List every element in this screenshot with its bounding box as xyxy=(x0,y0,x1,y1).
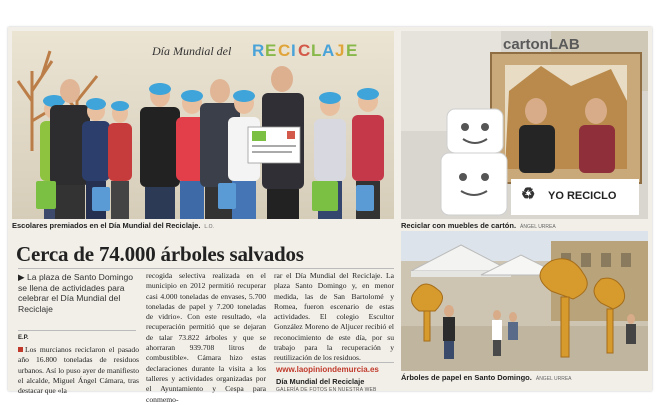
newspaper-page xyxy=(8,27,652,404)
photo-credit: ÁNGEL URREA xyxy=(535,376,572,382)
svg-text:C: C xyxy=(278,41,291,60)
article-column-3 xyxy=(274,271,394,364)
lead-square-icon xyxy=(18,347,23,352)
headline-rule xyxy=(18,268,394,269)
photo-cardboard-furniture xyxy=(401,31,648,219)
column-text: rar el Día Mundial del Reciclaje. La plaza Santo Domingo y, en menor medida, las de San Bartolomé y Romea, fueron escenario de estas actividades. El colegio Escultor González Moreno de Aljucer recibió el reconocimiento de este día, por su trabajo para la recuperación y reutilización de los residuos. xyxy=(274,271,394,363)
photo-award-students-image xyxy=(12,31,394,219)
photo-paper-trees-image xyxy=(401,231,648,371)
svg-text:I: I xyxy=(291,41,296,60)
svg-text:J: J xyxy=(335,41,345,60)
svg-text:♻: ♻ xyxy=(521,186,536,203)
web-url[interactable]: www.laopiniondemurcia.es xyxy=(276,365,379,374)
byline-rule xyxy=(18,330,136,331)
lede-text: La plaza de Santo Domingo se llena de actividades para celebrar el Día Mundial del Reciclaje xyxy=(18,272,134,314)
article-column-2 xyxy=(146,271,266,405)
photo-paper-trees-caption xyxy=(401,373,572,382)
photo-award-students-caption xyxy=(12,221,214,230)
caption-text: Reciclar con muebles de cartón. xyxy=(401,221,517,230)
svg-text:Día Mundial del: Día Mundial del xyxy=(152,44,232,58)
photo-paper-trees xyxy=(401,231,648,371)
photo-credit: L.O. xyxy=(204,224,214,230)
web-box-rule xyxy=(274,362,394,363)
svg-text:R: R xyxy=(252,41,265,60)
photo-award-students xyxy=(12,31,394,219)
caption-text: Árboles de papel en Santo Domingo. xyxy=(401,373,532,382)
svg-text:E: E xyxy=(346,41,358,60)
lede-arrow-icon: ▶ xyxy=(18,272,25,282)
cartonlab-sign: cartonLAB xyxy=(503,36,580,53)
article-column-1 xyxy=(18,345,139,396)
photo-cardboard-furniture-caption xyxy=(401,221,556,230)
caption-text: Escolares premiados en el Día Mundial del Reciclaje. xyxy=(12,221,201,230)
svg-text:L: L xyxy=(311,41,322,60)
slogan-text: YO RECICLO xyxy=(548,190,617,202)
lede xyxy=(18,272,136,314)
column-text: Los murcianos reciclaron el pasado año 16.800 toneladas de residuos urbanos. Así lo puso ayer de manifiesto el alcalde, Miguel Ángel Cámara, tras destacar que «la xyxy=(18,345,139,396)
photo-cardboard-furniture-image xyxy=(401,31,648,219)
web-gallery-title: Día Mundial del Reciclaje xyxy=(276,377,365,386)
photo-credit: ÁNGEL URREA xyxy=(520,224,556,230)
svg-text:A: A xyxy=(322,41,335,60)
byline: E.P. xyxy=(18,335,29,341)
svg-text:C: C xyxy=(298,41,311,60)
web-gallery-subtitle: GALERÍA DE FOTOS EN NUESTRA WEB xyxy=(276,387,377,393)
svg-text:E: E xyxy=(265,41,277,60)
column-text: recogida selectiva realizada en el municipio en 2012 permitió recuperar casi 4.000 toneladas de envases, 5.700 toneladas de papel y 7.200 toneladas de vidrio». Con este resultado, «la recuperación permitió que se dejaran de talar 73.822 árboles y que se ahorraran 939.708 litros de combustible». Cámara hizo estas declaraciones durante la visita a los talleres y actividades organizadas por el Ayuntamiento y Cespa para conmemo- xyxy=(146,271,266,404)
headline: Cerca de 74.000 árboles salvados xyxy=(16,242,304,266)
